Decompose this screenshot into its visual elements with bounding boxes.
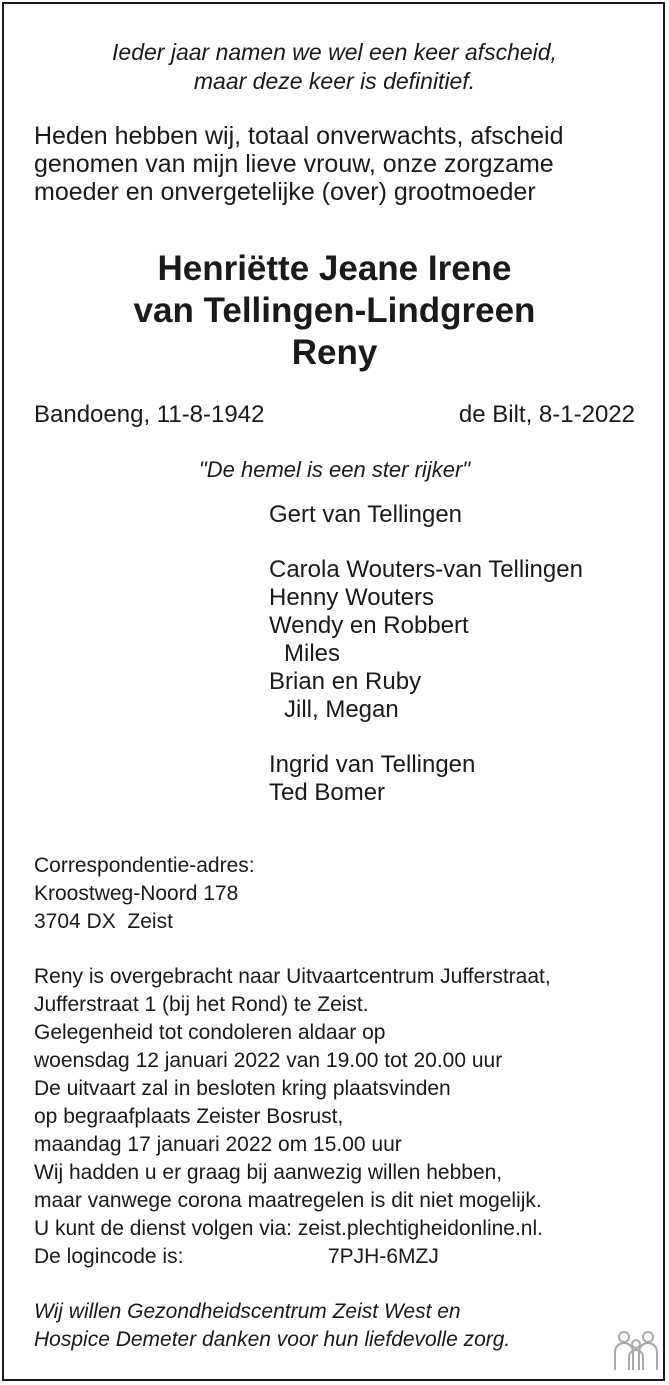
relative-name: Carola Wouters-van Tellingen — [269, 556, 583, 583]
death-place-date: de Bilt, 8-1-2022 — [458, 401, 635, 428]
details-line: Reny is overgebracht naar Uitvaartcentrum Jufferstraat, — [34, 965, 551, 988]
relative-name: Henny Wouters — [269, 584, 434, 611]
details-line: De uitvaart zal in besloten kring plaatsvinden — [34, 1077, 451, 1100]
relative-name: Jill, Megan — [284, 696, 399, 723]
motto-line-1: Ieder jaar namen we wel een keer afscheid, — [112, 39, 557, 65]
details-line: maar vanwege corona maatregelen is dit niet mogelijk. — [34, 1189, 542, 1212]
motto-line-2: maar deze keer is definitief. — [193, 68, 476, 94]
details-line: woensdag 12 januari 2022 van 19.00 tot 20.00 uur — [34, 1049, 503, 1072]
details-line: Wij hadden u er graag bij aanwezig willen hebben, — [34, 1161, 503, 1184]
intro-line-3: moeder en onvergetelijke (over) grootmoeder — [34, 178, 536, 206]
details-line: op begraafplaats Zeister Bosrust, — [34, 1105, 344, 1128]
details-line: U kunt de dienst volgen via: zeist.plechtigheidonline.nl. — [34, 1217, 543, 1240]
birth-place-date: Bandoeng, 11-8-1942 — [34, 401, 265, 428]
correspondence-street: Kroostweg-Noord 178 — [34, 882, 239, 905]
relative-name: Gert van Tellingen — [269, 501, 463, 528]
intro-line-1: Heden hebben wij, totaal onverwachts, afscheid — [34, 122, 564, 150]
relative-name: Miles — [284, 640, 341, 667]
login-label: De logincode is: — [34, 1245, 184, 1268]
memorial-quote: "De hemel is een ster rijker" — [198, 457, 471, 482]
correspondence-label: Correspondentie-adres: — [34, 854, 255, 877]
relative-name: Wendy en Robbert — [269, 612, 469, 639]
correspondence-city: 3704 DX Zeist — [34, 910, 173, 933]
family-group-icon — [611, 1330, 661, 1372]
relative-name: Ted Bomer — [269, 779, 386, 806]
details-line: maandag 17 januari 2022 om 15.00 uur — [34, 1133, 402, 1156]
relative-name: Brian en Ruby — [269, 668, 422, 695]
thanks-line-2: Hospice Demeter danken voor hun liefdevolle zorg. — [34, 1328, 511, 1351]
deceased-nickname: Reny — [291, 333, 378, 372]
details-line: Gelegenheid tot condoleren aldaar op — [34, 1021, 386, 1044]
deceased-name-line-2: van Tellingen-Lindgreen — [133, 291, 536, 330]
thanks-line-1: Wij willen Gezondheidscentrum Zeist West en — [34, 1300, 461, 1323]
intro-line-2: genomen van mijn lieve vrouw, onze zorgzame — [34, 150, 554, 178]
login-code: 7PJH-6MZJ — [328, 1245, 439, 1268]
details-line: Jufferstraat 1 (bij het Rond) te Zeist. — [34, 993, 369, 1016]
deceased-name-line-1: Henriëtte Jeane Irene — [157, 249, 512, 288]
relative-name: Ingrid van Tellingen — [269, 751, 476, 778]
